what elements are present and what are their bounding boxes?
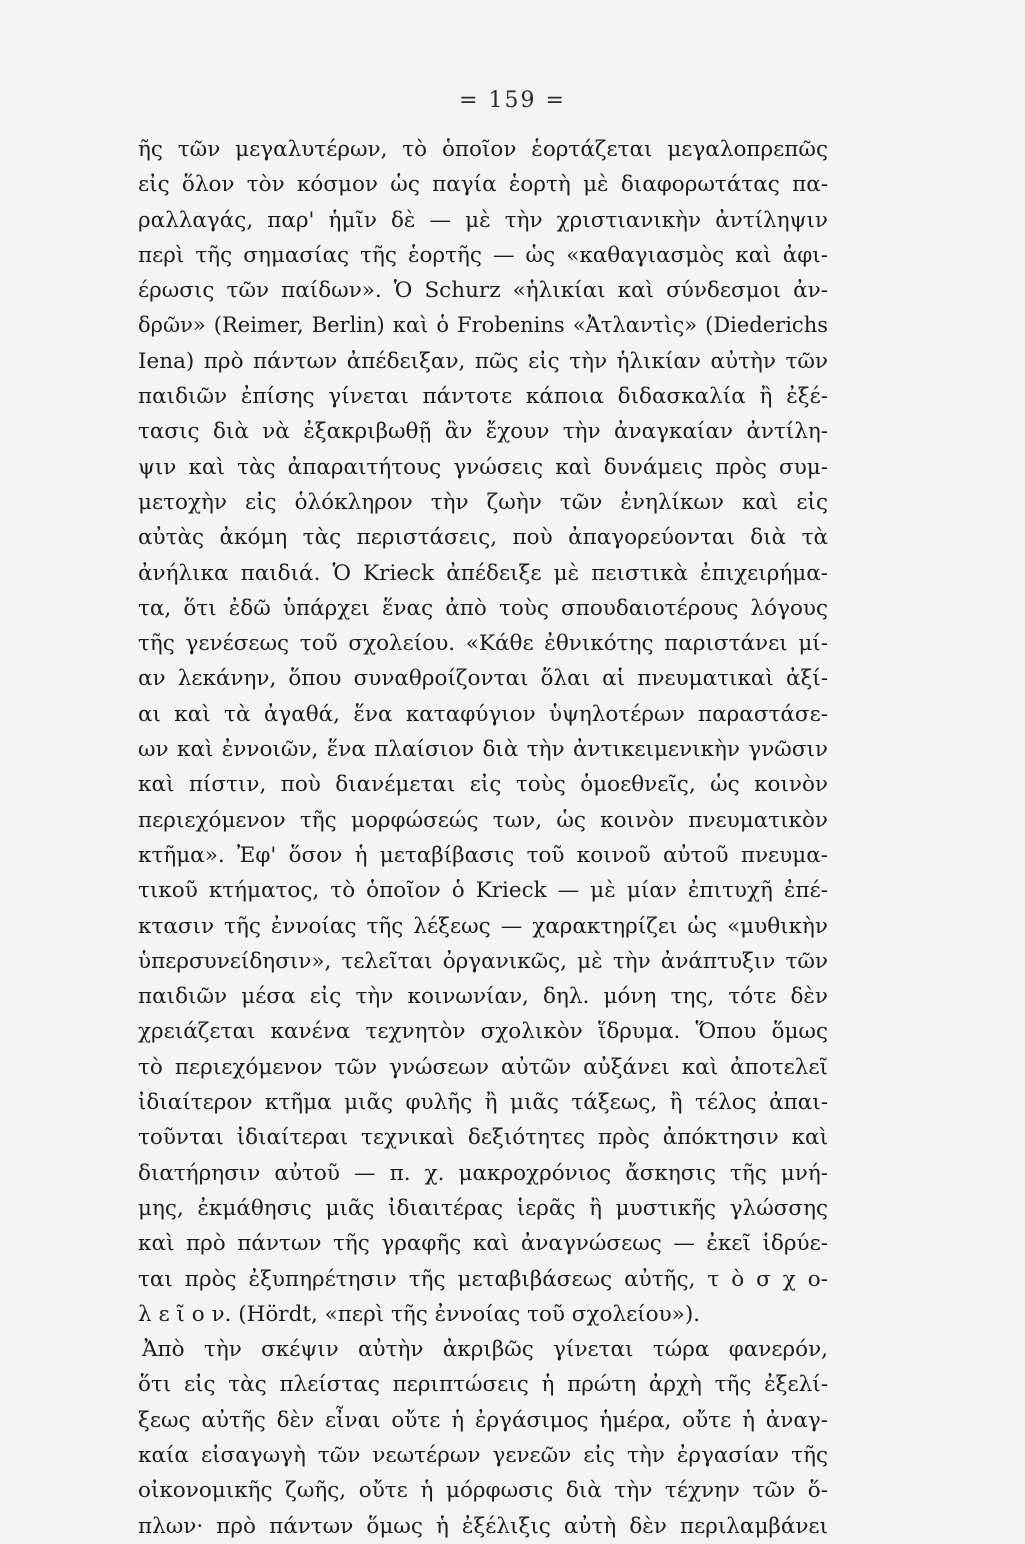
text-line: τοῦνται ἰδιαίτεραι τεχνικαὶ δεξιότητες πρὸς ἀπόκτησιν καὶ (138, 1125, 828, 1151)
text-line: αν λεκάνην, ὅπου συναθροίζονται ὅλαι αἱ πνευματικαὶ ἀξί- (138, 666, 828, 692)
text-line: αι καὶ τὰ ἀγαθά, ἕνα καταφύγιον ὑψηλοτέρων παραστάσε- (138, 701, 828, 727)
page-number: = 159 = (459, 88, 566, 113)
text-line: χρειάζεται κανένα τεχνητὸν σχολικὸν ἵδρυμα. Ὅπου ὅμως (138, 1019, 828, 1045)
text-line: παιδιῶν ἐπίσης γίνεται πάντοτε κάποια διδασκαλία ἢ ἐξέ- (138, 384, 828, 410)
text-line: παιδιῶν μέσα εἰς τὴν κοινωνίαν, δηλ. μόνη της, τότε δὲν (138, 984, 828, 1010)
text-line: μης, ἐκμάθησις μιᾶς ἰδιαιτέρας ἱερᾶς ἢ μυστικῆς γλώσσης (138, 1195, 828, 1221)
text-line: ὑπερσυνείδησιν», τελεῖται ὀργανικῶς, μὲ τὴν ἀνάπτυξιν τῶν (138, 948, 828, 974)
text-line: δρῶν» (Reimer, Berlin) καὶ ὁ Frobenins «Ἀτλαντὶς» (Diederichs (138, 313, 828, 338)
text-line: Iena) πρὸ πάντων ἀπέδειξαν, πῶς εἰς τὴν ἡλικίαν αὐτὴν τῶν (138, 348, 828, 374)
text-line: αὐτὰς ἀκόμη τὰς περιστάσεις, ποὺ ἀπαγορεύονται διὰ τὰ (138, 525, 828, 551)
text-line: εἰς ὅλον τὸν κόσμον ὡς παγία ἑορτὴ μὲ διαφορωτάτας πα- (138, 172, 828, 198)
text-line: τὸ περιεχόμενον τῶν γνώσεων αὐτῶν αὐξάνει καὶ ἀποτελεῖ (138, 1054, 828, 1080)
text-line: ται πρὸς ἐξυπηρέτησιν τῆς μεταβιβάσεως αὐτῆς, τ ὸ σ χ ο- (138, 1266, 828, 1292)
text-line: ῆς τῶν μεγαλυτέρων, τὸ ὁποῖον ἑορτάζεται μεγαλοπρεπῶς (138, 137, 828, 162)
text-line: διατήρησιν αὐτοῦ — π. χ. μακροχρόνιος ἄσκησις τῆς μνή- (138, 1160, 828, 1186)
text-line: οἰκονομικῆς ζωῆς, οὔτε ἡ μόρφωσις διὰ τὴν τέχνην τῶν ὅ- (138, 1478, 828, 1504)
text-line: τα, ὅτι ἐδῶ ὑπάρχει ἕνας ἀπὸ τοὺς σπουδαιοτέρους λόγους (138, 595, 828, 621)
text-line: ψιν καὶ τὰς ἀπαραιτήτους γνώσεις καὶ δυνάμεις πρὸς συμ- (138, 454, 828, 480)
text-line: περιεχόμενον τῆς μορφώσεώς των, ὡς κοινὸν πνευματικὸν (138, 807, 828, 833)
text-line: ὅτι εἰς τὰς πλείστας περιπτώσεις ἡ πρώτη ἀρχὴ τῆς ἐξελί- (138, 1372, 828, 1398)
text-line: Ἀπὸ τὴν σκέψιν αὐτὴν ἀκριβῶς γίνεται τώρα φανερόν, (142, 1337, 828, 1363)
text-line: περὶ τῆς σημασίας τῆς ἑορτῆς — ὡς «καθαγιασμὸς καὶ ἀφι- (138, 242, 828, 268)
text-line: ἀνήλικα παιδιά. Ὁ Krieck ἀπέδειξε μὲ πειστικὰ ἐπιχειρήμα- (138, 560, 828, 586)
text-line: κτασιν τῆς ἐννοίας τῆς λέξεως — χαρακτηρίζει ὡς «μυθικὴν (138, 913, 828, 939)
text-line: κτῆμα». Ἐφ' ὅσον ἡ μεταβίβασις τοῦ κοινοῦ αὐτοῦ πνευμα- (138, 842, 828, 868)
text-line: τασις διὰ νὰ ἐξακριβωθῇ ἂν ἔχουν τὴν ἀναγκαίαν ἀντίλη- (138, 419, 828, 445)
text-line: λ ε ῖ ο ν. (Hördt, «περὶ τῆς ἐννοίας τοῦ σχολείου»). (138, 1301, 701, 1327)
text-line: καὶ πίστιν, ποὺ διανέμεται εἰς τοὺς ὁμοεθνεῖς, ὡς κοινὸν (138, 772, 828, 798)
text-line: τῆς γενέσεως τοῦ σχολείου. «Κάθε ἐθνικότης παριστάνει μί- (138, 631, 828, 657)
text-line: καὶ πρὸ πάντων τῆς γραφῆς καὶ ἀναγνώσεως — ἐκεῖ ἱδρύε- (138, 1231, 828, 1257)
text-line: ξεως αὐτῆς δὲν εἶναι οὔτε ἡ ἐργάσιμος ἡμέρα, οὔτε ἡ ἀναγ- (138, 1407, 828, 1433)
text-line: ραλλαγάς, παρ' ἡμῖν δὲ — μὲ τὴν χριστιανικὴν ἀντίληψιν (138, 207, 828, 233)
text-line: ων καὶ ἐννοιῶν, ἕνα πλαίσιον διὰ τὴν ἀντικειμενικὴν γνῶσιν (138, 737, 828, 763)
text-line: τικοῦ κτήματος, τὸ ὁποῖον ὁ Krieck — μὲ μίαν ἐπιτυχῆ ἐπέ- (138, 878, 828, 904)
text-line: ἰδιαίτερον κτῆμα μιᾶς φυλῆς ἢ μιᾶς τάξεως, ἢ τέλος ἀπαι- (138, 1090, 828, 1116)
text-line: πλων· πρὸ πάντων ὅμως ἡ ἐξέλιξις αὐτὴ δὲν περιλαμβάνει (138, 1513, 828, 1539)
body-text (138, 132, 828, 1544)
text-line: καία εἰσαγωγὴ τῶν νεωτέρων γενεῶν εἰς τὴν ἐργασίαν τῆς (138, 1442, 828, 1468)
text-line: έρωσις τῶν παίδων». Ὁ Schurz «ἡλικίαι καὶ σύνδεσμοι ἀν- (138, 278, 828, 304)
text-line: μετοχὴν εἰς ὁλόκληρον τὴν ζωὴν τῶν ἐνηλίκων καὶ εἰς (138, 489, 828, 515)
